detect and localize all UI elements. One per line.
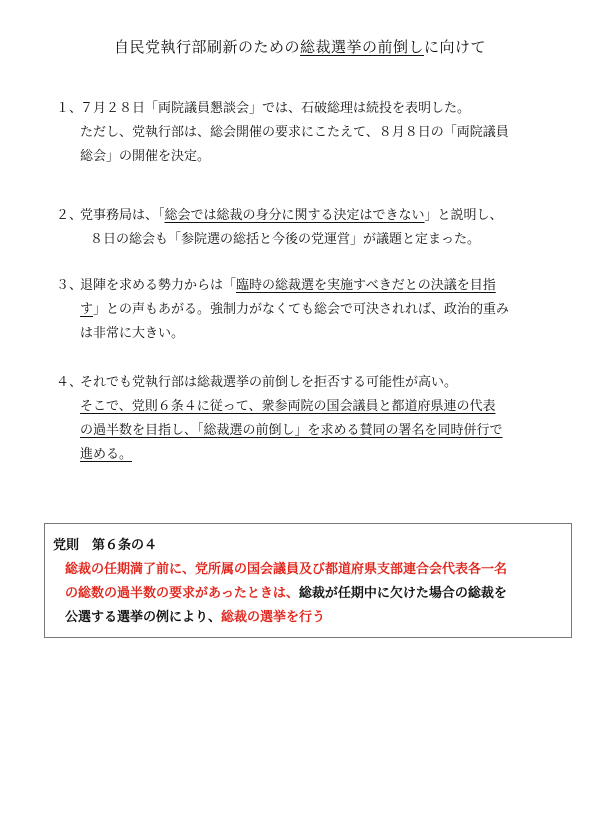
- item-line: それでも党執行部は総裁選挙の前倒しを拒否する可能性が高い。: [80, 375, 458, 390]
- black-text: 総裁が任期中に欠けた場合の総裁を: [298, 586, 507, 601]
- title-part2: に向けて: [424, 38, 487, 56]
- item-line: 総会」の開催を決定。: [80, 149, 211, 164]
- item-line: は非常に大きい。: [80, 326, 185, 341]
- item-line: ただし、党執行部は、総会開催の要求にこたえて、８月８日の「両院議員: [80, 125, 509, 140]
- item-line-underlined: そこで、党則６条４に従って、衆参両院の国会議員と都道府県連の代表: [80, 399, 496, 414]
- party-rule-box: [44, 523, 572, 638]
- text-span: 」との声もあがる。強制力がなくても総会で可決されれば、政治的重み: [93, 302, 510, 317]
- black-text: 公選する選挙の例により、: [65, 610, 222, 625]
- text-span: 党事務局は、「: [80, 208, 165, 223]
- item-3: [56, 274, 576, 346]
- item-line: [80, 204, 576, 228]
- item-1: [56, 97, 576, 169]
- title-underlined: 総裁選挙の前倒し: [299, 38, 424, 56]
- underlined-text: 総会では総裁の身分に関する決定はできない: [164, 208, 425, 223]
- item-line: [80, 274, 576, 298]
- item-number: ３、: [56, 278, 83, 293]
- item-line-underlined: 進める。: [80, 447, 133, 462]
- box-line: [53, 606, 563, 630]
- item-line: [80, 298, 576, 322]
- red-text: の総数の過半数の要求があったときは、: [65, 586, 299, 601]
- text-span: 退陣を求める勢力からは「: [80, 278, 237, 293]
- item-number: ４、: [56, 375, 83, 390]
- title-part1: 自民党執行部刷新のための: [113, 38, 300, 56]
- item-number: ２、: [56, 208, 83, 223]
- item-4: [56, 371, 576, 467]
- text-span: 」と説明し、: [424, 208, 503, 223]
- box-line: [53, 582, 563, 606]
- item-line: ８日の総会も「参院選の総括と今後の党運営」が議題と定まった。: [90, 232, 481, 247]
- underlined-text: す: [80, 302, 94, 317]
- underlined-text: 臨時の総裁選を実施すべきだとの決議を目指: [236, 278, 496, 293]
- item-2: [56, 204, 576, 252]
- item-line: ７月２８日「両院議員懇談会」では、石破総理は続投を表明した。: [80, 101, 471, 116]
- page-title: [0, 36, 600, 57]
- box-line-red: 総裁の任期満了前に、党所属の国会議員及び都道府県支部連合会代表各一名: [65, 562, 508, 577]
- box-heading: 党則 第６条の４: [53, 538, 158, 553]
- item-line-underlined: の過半数を目指し、「総裁選の前倒し」を求める賛同の署名を同時併行で: [80, 423, 503, 438]
- red-text: 総裁の選挙を行う: [221, 610, 326, 625]
- item-number: １、: [56, 101, 83, 116]
